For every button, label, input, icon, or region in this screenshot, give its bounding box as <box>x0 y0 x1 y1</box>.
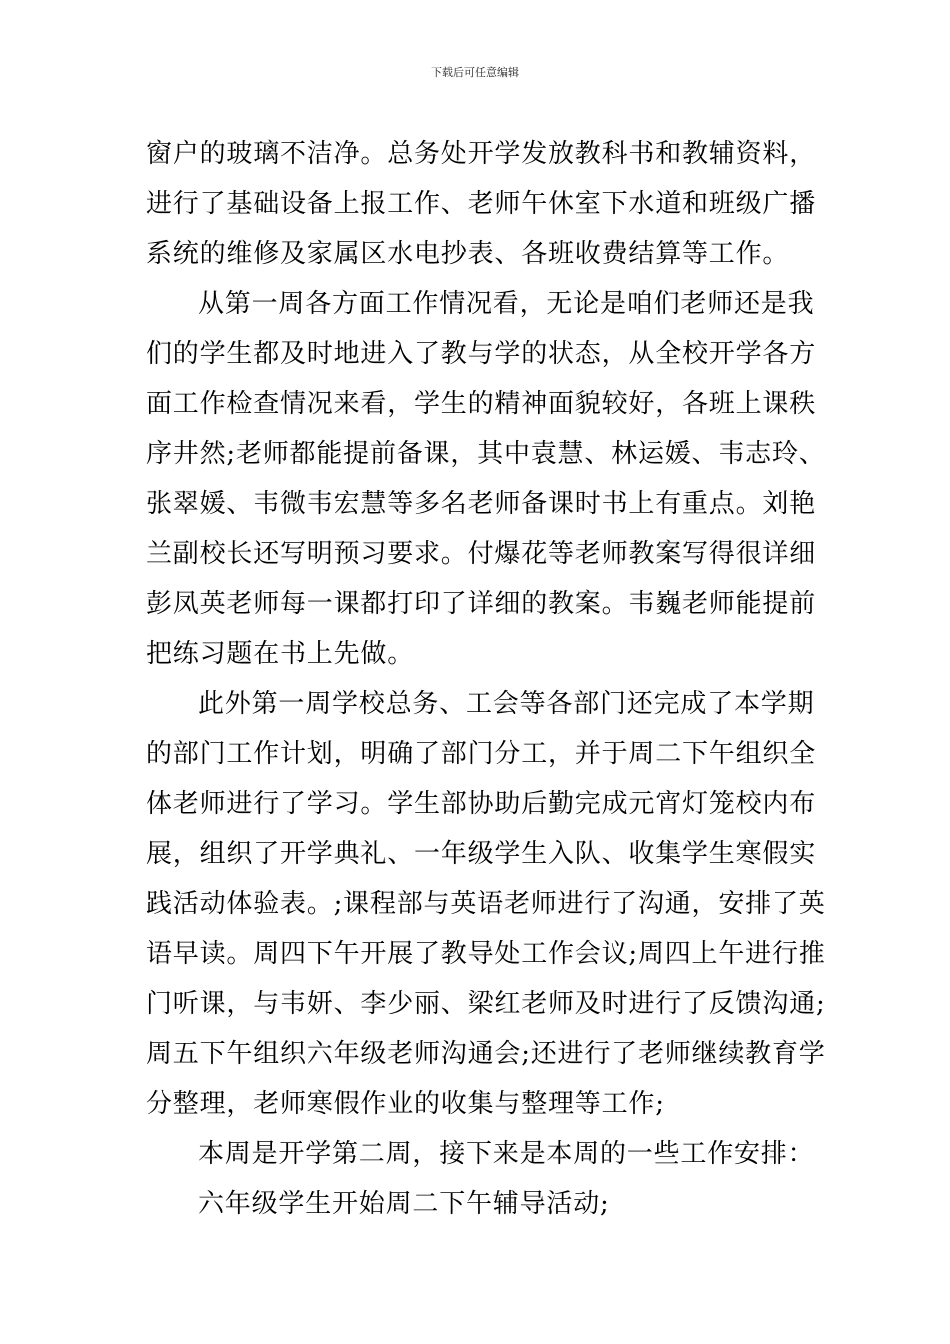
paragraph-4 <box>146 1129 815 1179</box>
text-line: 进行了基础设备上报工作、老师午休室下水道和班级广播 <box>146 189 817 219</box>
paragraph-2 <box>146 279 826 679</box>
document-body <box>146 129 826 1229</box>
text-line: 分整理，老师寒假作业的收集与整理等工作; <box>146 1089 665 1119</box>
paragraph-5 <box>146 1179 810 1229</box>
text-line: 张翠媛、韦微韦宏慧等多名老师备课时书上有重点。刘艳 <box>146 489 817 519</box>
text-line: 兰副校长还写明预习要求。付爆花等老师教案写得很详细 <box>146 539 817 569</box>
text-line: 六年级学生开始周二下午辅导活动; <box>198 1189 610 1219</box>
paragraph-3 <box>146 679 826 1129</box>
text-line: 语早读。周四下午开展了教导处工作会议;周四上午进行推 <box>146 939 826 969</box>
text-line: 门听课，与韦妍、李少丽、梁红老师及时进行了反馈沟通; <box>146 989 826 1019</box>
text-line: 本周是开学第二周，接下来是本周的一些工作安排： <box>198 1139 815 1169</box>
text-line: 展，组织了开学典礼、一年级学生入队、收集学生寒假实 <box>146 839 817 869</box>
text-line: 把练习题在书上先做。 <box>146 639 415 669</box>
text-line: 践活动体验表。;课程部与英语老师进行了沟通，安排了英 <box>146 889 826 919</box>
text-line: 系统的维修及家属区水电抄表、各班收费结算等工作。 <box>146 239 790 269</box>
text-line: 周五下午组织六年级老师沟通会;还进行了老师继续教育学 <box>146 1039 826 1069</box>
text-line: 序井然;老师都能提前备课，其中袁慧、林运媛、韦志玲、 <box>146 439 826 469</box>
text-line: 窗户的玻璃不洁净。总务处开学发放教科书和教辅资料， <box>146 139 817 169</box>
text-line: 此外第一周学校总务、工会等各部门还完成了本学期 <box>198 689 815 719</box>
paragraph-1 <box>146 129 817 279</box>
text-line: 体老师进行了学习。学生部协助后勤完成元宵灯笼校内布 <box>146 789 817 819</box>
page-header: 下载后可任意编辑 <box>431 66 519 79</box>
text-line: 面工作检查情况来看，学生的精神面貌较好，各班上课秩 <box>146 389 817 419</box>
text-line: 们的学生都及时地进入了教与学的状态，从全校开学各方 <box>146 339 817 369</box>
text-line: 的部门工作计划，明确了部门分工，并于周二下午组织全 <box>146 739 817 769</box>
text-line: 从第一周各方面工作情况看，无论是咱们老师还是我 <box>198 289 815 319</box>
text-line: 彭凤英老师每一课都打印了详细的教案。韦巍老师能提前 <box>146 589 817 619</box>
